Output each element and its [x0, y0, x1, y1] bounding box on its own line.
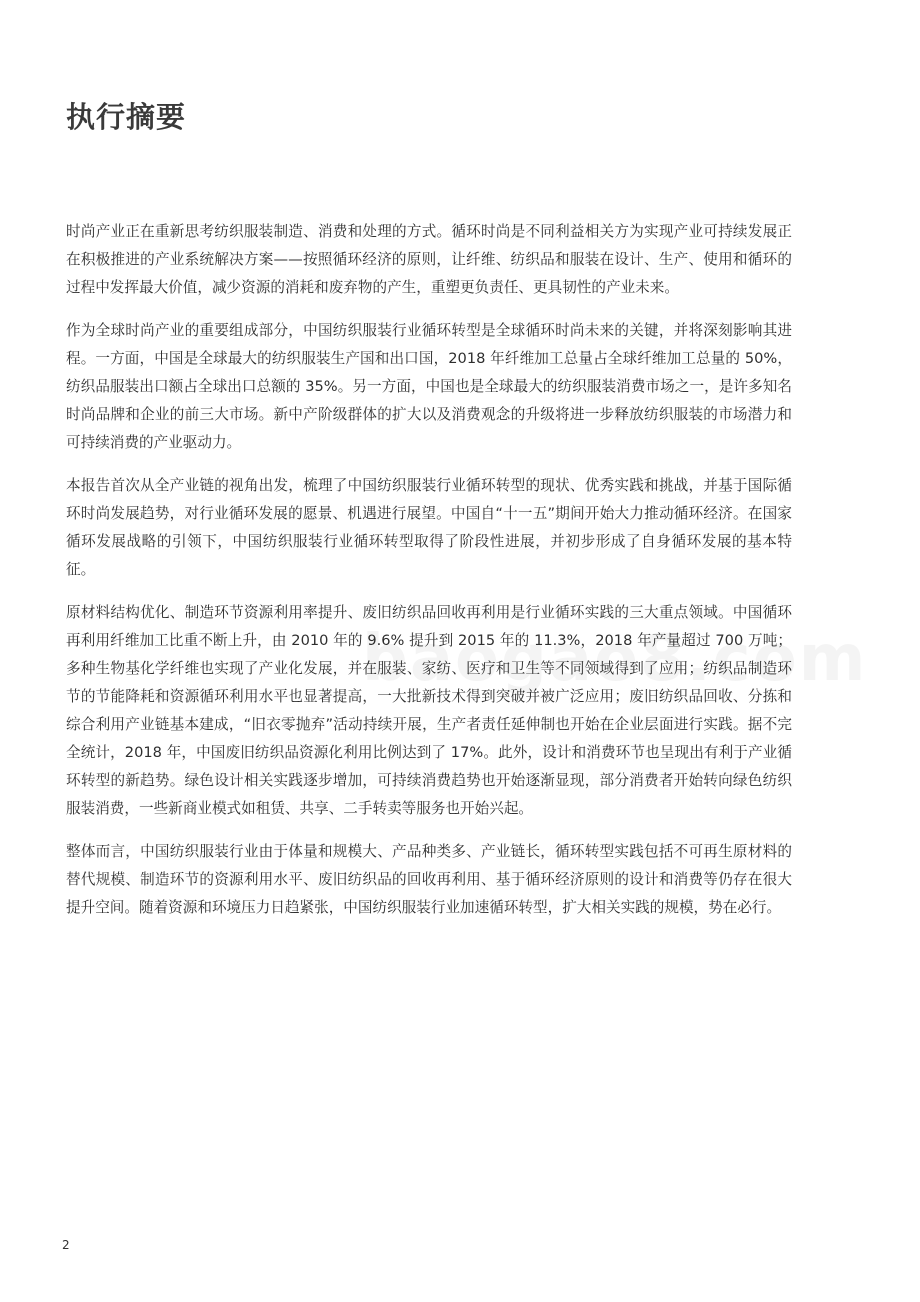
page-title: 执行摘要 — [66, 100, 187, 134]
paragraph-5: 整体而言，中国纺织服装行业由于体量和规模大、产品种类多、产业链长，循环转型实践包括不可再生原材料的替代规模、制造环节的资源利用水平、废旧纺织品的回收再利用、基于循环经济原则的设计和消费等仍存在很大提升空间。随着资源和环境压力日趋紧张，中国纺织服装行业加速循环转型，扩大相关实践的规模，势在必行。 — [66, 843, 792, 916]
paragraph-4: 原材料结构优化、制造环节资源利用率提升、废旧纺织品回收再利用是行业循环实践的三大重点领域。中国循环再利用纤维加工比重不断上升，由 2010 年的 9.6% 提升到 2015 年的 11.3%，2018 年产量超过 700 万吨；多种生物基化学纤维也实现了产业化发展，并在服装、家纺、医疗和卫生等不同领域得到了应用；纺织品制造环节的节能降耗和资源循环利用水平也显著提高，一大批新技术得到突破并被广泛应用；废旧纺织品回收、分拣和综合利用产业链基本建成，“旧衣零抛弃”活动持续开展，生产者责任延伸制也开始在企业层面进行实践。据不完全统计，2018 年，中国废旧纺织品资源化利用比例达到了 17%。此外，设计和消费环节也呈现出有利于产业循环转型的新趋势。绿色设计相关实践逐步增加，可持续消费趋势也开始逐渐显现，部分消费者开始转向绿色纺织服装消费，一些新商业模式如租赁、共享、二手转卖等服务也开始兴起。 — [66, 604, 792, 817]
body-text — [66, 218, 792, 937]
paragraph-3: 本报告首次从全产业链的视角出发，梳理了中国纺织服装行业循环转型的现状、优秀实践和挑战，并基于国际循环时尚发展趋势，对行业循环发展的愿景、机遇进行展望。中国自“十一五”期间开始大力推动循环经济。在国家循环发展战略的引领下，中国纺织服装行业循环转型取得了阶段性进展，并初步形成了自身循环发展的基本特征。 — [66, 477, 792, 578]
paragraph-1: 时尚产业正在重新思考纺织服装制造、消费和处理的方式。循环时尚是不同利益相关方为实现产业可持续发展正在积极推进的产业系统解决方案——按照循环经济的原则，让纤维、纺织品和服装在设计、生产、使用和循环的过程中发挥最大价值，减少资源的消耗和废弃物的产生，重塑更负责任、更具韧性的产业未来。 — [66, 223, 792, 296]
page-number: 2 — [62, 1238, 70, 1252]
paragraph-2: 作为全球时尚产业的重要组成部分，中国纺织服装行业循环转型是全球循环时尚未来的关键，并将深刻影响其进程。一方面，中国是全球最大的纺织服装生产国和出口国，2018 年纤维加工总量占全球纤维加工总量的 50%，纺织品服装出口额占全球出口总额的 35%。另一方面，中国也是全球最大的纺织服装消费市场之一，是许多知名时尚品牌和企业的前三大市场。新中产阶级群体的扩大以及消费观念的升级将进一步释放纺织服装的市场潜力和可持续消费的产业驱动力。 — [66, 322, 792, 451]
